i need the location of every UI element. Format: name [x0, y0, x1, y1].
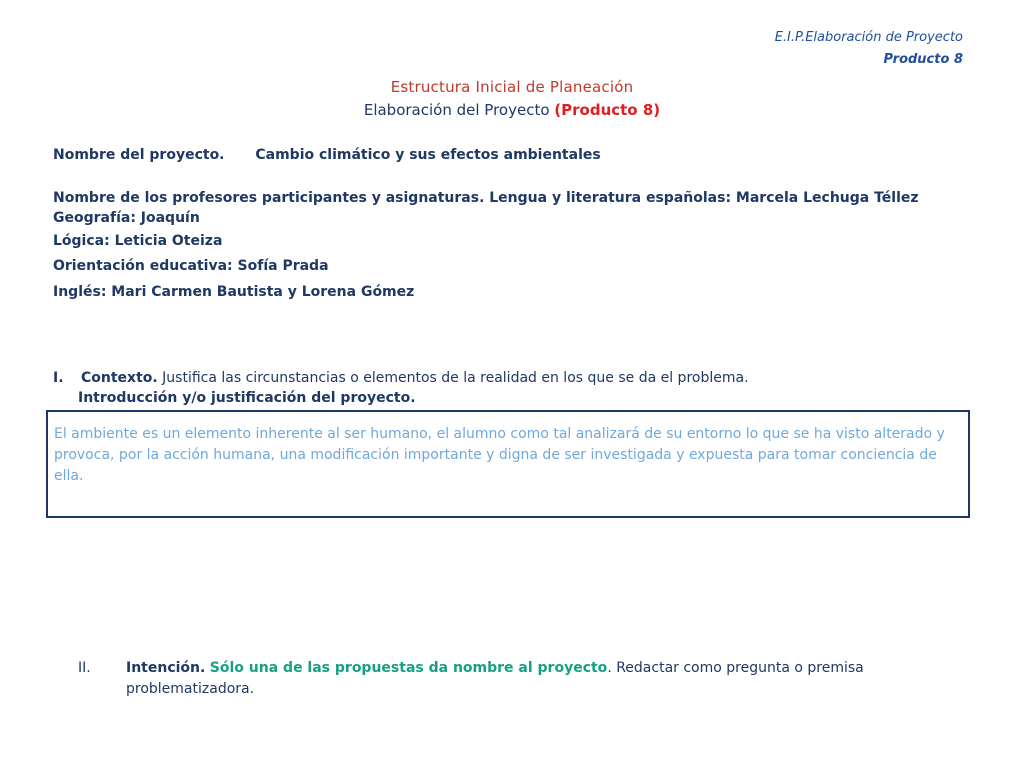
main-title: Estructura Inicial de Planeación: [390, 78, 634, 96]
section-label: Intención.: [126, 660, 206, 676]
subtitle-text: Elaboración del Proyecto: [363, 101, 550, 119]
project-name-label: Nombre del proyecto.: [53, 147, 225, 163]
section-number: I.: [53, 370, 64, 386]
teachers-line: Nombre de los profesores participantes y asignaturas. Lengua y literatura españolas: Marcela Lechuga Téllez Geografía: Joaquín: [53, 190, 919, 226]
project-name-value: Cambio climático y sus efectos ambientales: [255, 147, 601, 163]
product-tag: Producto 8: [883, 52, 963, 67]
section-number: II.: [78, 660, 91, 676]
orientacion-teacher: Orientación educativa: Sofía Prada: [53, 258, 329, 274]
ingles-teachers: Inglés: Mari Carmen Bautista y Lorena Gómez: [53, 284, 415, 300]
section-instruction: . Redactar como pregunta o premisa problematizadora.: [126, 660, 864, 697]
project-name-row: [53, 147, 601, 163]
logica-teacher: Lógica: Leticia Oteiza: [53, 233, 223, 249]
section-label: Contexto.: [81, 370, 158, 386]
context-text: El ambiente es un elemento inherente al ser humano, el alumno como tal analizará de su entorno lo que se ha visto alterado y provoca, por la acción humana, una modificación importante y digna de ser investigada y expuesta para tomar conciencia de ella.: [54, 426, 945, 484]
section-instruction: Justifica las circunstancias o elementos de la realidad en los que se da el problema.: [157, 370, 749, 386]
section-context-subheading: Introducción y/o justificación del proyecto.: [78, 390, 416, 406]
section-highlight: Sólo una de las propuestas da nombre al proyecto: [209, 660, 608, 676]
subtitle: [0, 101, 1024, 119]
doc-tag: E.I.P.Elaboración de Proyecto: [774, 30, 963, 45]
section-intention-content: [126, 658, 866, 700]
subtitle-product: (Producto 8): [554, 101, 661, 119]
context-text-box[interactable]: [46, 410, 970, 518]
section-context-heading: [53, 370, 749, 386]
